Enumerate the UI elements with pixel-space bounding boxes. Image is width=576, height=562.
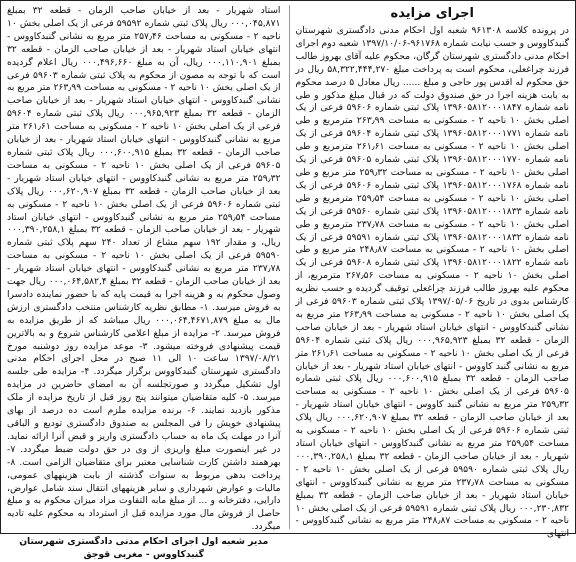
notice-signature: مدیر شعبه اول اجرای احکام مدنی دادگستری شهرستان گنبدکاووس - مغربی قوجق: [19, 536, 269, 561]
notice-columns: [7, 5, 570, 561]
notice-right-column: [289, 5, 570, 540]
notice-body-right: در پرونده کلاسه ۹۶۱۳۰۸ شعبه اول احکام مدنی دادگستری شهرستان گنبدکاووس و حسب نیابت شماره ۹۶۱۷۶۸-۱۳۹۷/۱۰/۰۶ شعبه دوم اجرای احکام مدنی دادگستری شهرستان گرگان، محکوم علیه آقای بهروز طالب فرزند چراغعلی، محکوم است به پرداخت مبلغ ۵۸,۳۲۲,۴۴۴,۲۷۰ ریال در حق محکوم له اقدس پور حاجی و مبلغ ...... ریال معادل ۵ درصد محکوم به بابت هزینه اجرا در حق صندوق دولت که در قبال مبلغ مذکور و طی نامه شماره ۱۳۹۶۰۵۸۱۲۰۰۰۱۸۴۷ پلاک ثبتی شماره ۵۹۶۰۶ فرعی از یک اصلی بخش ۱۰ ناحیه ۲ - مسکونی به مساحت ۲۶۳٫۹۹ مترمربع و طی نامه شماره ۱۳۹۶۰۵۸۱۲۰۰۰۱۷۷۱ پلاک ثبتی شماره ۵۹۶۰۴ فرعی از یک اصلی بخش ۱۰ ناحیه ۲ - مسکونی به مساحت ۲۶۱٫۶۱ مترمربع و طی نامه شماره ۱۳۹۶۰۵۸۱۲۰۰۰۱۷۷۰ پلاک ثبتی شماره ۵۹۶۰۵ فرعی از یک اصلی بخش ۱۰ ناحیه ۲ - مسکونی به مساحت ۲۵۹٫۳۲ متر مربع و طی نامه شماره ۱۳۹۶۰۵۸۱۲۰۰۰۱۷۶۸ پلاک ثبتی شماره ۵۹۶۰۶ فرعی از یک اصلی بخش ۱۰ ناحیه ۲ - مسکونی به مساحت ۲۵۹٫۵۴ مترمربع و طی نامه شماره ۱۳۹۶۰۵۸۱۲۰۰۰۱۸۳۳ پلاک ثبتی شماره ۵۹۵۶۰ فرعی از یک اصلی بخش ۱۰ ناحیه ۲ - مسکونی به مساحت ۲۳۷٫۷۸ مترمربع و طی نامه شماره ۱۳۹۶۰۵۸۱۲۰۰۰۱۸۳۲ پلاک ثبتی شماره ۵۹۵۹۱ فرعی از یک اصلی بخش ۱۰ ناحیه ۲ - مسکونی به مساحت ۲۴۸٫۸۷ متر مربع و طی نامه شماره ۱۳۹۶۰۵۸۱۲۰۰۰۱۸۲۲ پلاک ثبتی شماره ۵۹۶۰۸ فرعی از یک اصلی بخش ۱۰ ناحیه ۲ - مسکونی به مساحت ۲۶۷٫۵۶ مترمربع، از محکوم علیه بهروز طالب فرزند چراغعلی توقیف گردیده و حسب نظریه کارشناس بدوی در تاریخ ۱۳۹۷/۰۵/۰۶ پلاک ثبتی شماره ۵۹۶۰۳ فرعی از یک اصلی بخش ۱۰ ناحیه ۲ - مسکونی به مساحت ۲۶۳٫۹۹ متر مربع به نشانی گنبدکاووس - انتهای خیابان استاد شهریار - بعد از خیابان صاحب الزمان - قطعه ۳۲ بمبلغ ۰۰۰,۹۶۵,۹۲۳ ریال پلاک ثبتی شماره ۵۹۶۰۴ فرعی از یک اصلی بخش ۱۰ ناحیه ۲ - مسکونی به مساحت ۲۶۱٫۶۱ متر مربع به نشانی گنبد کاووس - انتهای خیابان استاد شهریار - بعد از خیابان صاحب الزمان - قطعه ۳۲ بمبلغ ۰۰۰,۶۰۰,۹۱۵ ریال پلاک ثبتی شماره ۵۹۶۰۵ فرعی از یک اصلی بخش ۱۰ ناحیه ۲ - مسکونی به مساحت ۲۵۹٫۳۲ متر مربع به نشانی گنبد کاووس - انتهای خیابان استاد شهریار - بعد از خیابان صاحب الزمان - قطعه ۳۲ بمبلغ ۰۰۰,۶۲۰,۹۰۷ ریال پلاک ثبتی شماره ۵۹۶۰۶ فرعی از یک اصلی بخش ۱۰ ناحیه ۲ - مسکونی به مساحت ۲۵۹٫۵۴ متر مربع به نشانی گنبدکاووس - انتهای خیابان استاد شهریار - بعد از خیابان صاحب الزمان - قطعه ۳۲ بمبلغ ۰۰۰,۳۹۰,۲۵۸,۱ ریال پلاک ثبتی شماره ۵۹۵۹۰ فرعی از یک اصلی بخش ۱۰ ناحیه ۲ - مسکونی به مساحت ۲۳۷٫۷۸ متر مربع به نشانی گنبدکاووس - انتهای خیابان استاد شهریار - بعد از خیابان صاحب الزمان - قطعه ۳۲ بمبلغ ۰۰۰,۲۳۰,۸۳۲ ریال پلاک ثبتی شماره ۵۹۵۹۱ فرعی از یک اصلی بخش ۱۰ ناحیه ۲ - مسکونی به مساحت ۲۴۸٫۸۷ متر مربع به نشانی گنبدکاووس - انتهای: [295, 25, 570, 540]
notice-left-column: [7, 5, 281, 561]
notice-body-left: استاد شهریار - بعد از خیابان صاحب الزمان - قطعه ۳۲ بمبلغ ۰۰۰,۰۴۵,۸۷۱ ریال پلاک ثبتی شماره ۵۹۵۹۲ فرعی از یک اصلی بخش ۱۰ ناحیه ۲ - مسکونی به مساحت ۲۵۷٫۴۶ متر مربع به نشانی گنبدکاووس - انتهای خیابان استاد شهریار - بعد از خیابان صاحب الزمان - قطعه ۳۲ بمبلغ ۰۰۰,۱۱۰,۹۰۱ ریال، آن به مبلغ ۰۰۰,۴۹۶,۶۶۰ ریال اعلام گردیده است که با توجه به مصون از محکوم به پلاک ثبتی شماره ۵۹۶۰۳ فرعی از یک اصلی بخش ۱۰ ناحیه ۲ - مسکونی به مساحت ۲۶۳٫۹۹ متر مربع به نشانی گنبدکاووس - انتهای خیابان استاد شهریار - بعد از خیابان صاحب الزمان - قطعه ۳۲ بمبلغ ۰۰۰,۹۶۵,۹۲۳ ریال پلاک ثبتی شماره ۵۹۶۰۴ فرعی از یک اصلی بخش ۱۰ ناحیه ۲ - مسکونی به مساحت ۲۶۱٫۶۱ متر مربع به نشانی گنبدکاووس - انتهای خیابان استاد شهریار - بعد از خیابان صاحب الزمان - قطعه ۳۲ بمبلغ ۰۰۰,۶۰۰,۹۱۵ ریال پلاک ثبتی شماره ۵۹۶۰۵ فرعی از یک اصلی بخش ۱۰ ناحیه ۲ - مسکونی به مساحت ۲۵۹٫۳۲ متر مربع به نشانی گنبدکاووس - انتهای خیابان استاد شهریار - بعد از خیابان صاحب الزمان - قطعه ۳۲ بمبلغ ۰۰۰,۶۲۰,۹۰۷ ریال پلاک ثبتی شماره ۵۹۶۰۶ فرعی از یک اصلی بخش ۱۰ ناحیه ۲ - مسکونی به مساحت ۲۵۹٫۵۴ متر مربع به نشانی گنبدکاووس - انتهای خیابان استاد شهریار - بعد از خیابان صاحب الزمان - قطعه ۳۲ بمبلغ ۰۰۰,۳۹۰,۲۵۸,۱ ریال، و مقدار ۱۹۲ سهم مشاع از تعداد ۲۴۰ سهم پلاک ثبتی شماره ۵۹۵۹۰ فرعی از یک اصلی بخش ۱۰ ناحیه ۲ - مسکونی به مساحت ۲۳۷٫۷۸ متر مربع به نشانی گنبدکاووس - انتهای خیابان استاد شهریار - بعد از خیابان صاحب الزمان - قطعه ۳۲ بمبلغ ۰۰۰,۰۶۴,۵۸۲,۴ ریال جهت وصول محکوم به و هزینه اجرا به قیمت پایه که با حضور نماینده دادسرا به فروش میرسد. ۱- مطابق نظریه کارشناس منتخب دادگستری ارزش مال به مبلغ ۰۰۰,۰۶۴,۴۶۷۱,۸۷۹ ریال میباشد که از طریق مزایده به فروش میرسد. ۲- مزایده از مبلغ اعلامی کارشناس شروع و به بالاترین قیمت پیشنهادی فروخته میشود. ۳- موعد مزایده روز دوشنبه مورخ ۱۳۹۷/۰۸/۲۱ ساعت ۱۰ الی ۱۱ صبح در محل اجرای احکام مدنی دادگستری شهرستان گنبدکاووس برگزار میگردد. ۴- مزایده طی جلسه اول تشکیل میگردد و صورتجلسه آن به امضای حاضرین در مزایده میرسد. ۵- کلیه متقاضیان میتوانند پنج روز قبل از تاریخ مزایده از ملک مذکور بازدید نمایند. ۶- برنده مزایده ملزم است ده درصد از بهای پیشنهادی خویش را فی المجلس به صندوق دادگستری تودیع و الباقی آنرا در مهلت یک ماه به حساب دادگستری واریز و قبض آنرا ارائه نماید. در غیر اینصورت مبلغ واریزی از وی در حق دولت ضبط میگردد. ۷- بهرهمند داشتن کارت شناسایی معتبر برای متقاضیان الزامی است. ۸- پرداخت بدهی مربوط به سنوات گذشته از بابت هزینههای عمومی، مالیات و عوارض شهرداری و سایر هزینههای انتقال سند شامل عوارض، دارایی، دفترخانه و ... از مبلغ مابه التفاوت مزاد میزان محکوم به و مبلغ حاصل از فروش مال مورد مزایده قبل از استرداد به محکوم علیه تادیه میگردد.: [7, 5, 281, 533]
notice-title: اجرای مزایده: [390, 6, 474, 21]
